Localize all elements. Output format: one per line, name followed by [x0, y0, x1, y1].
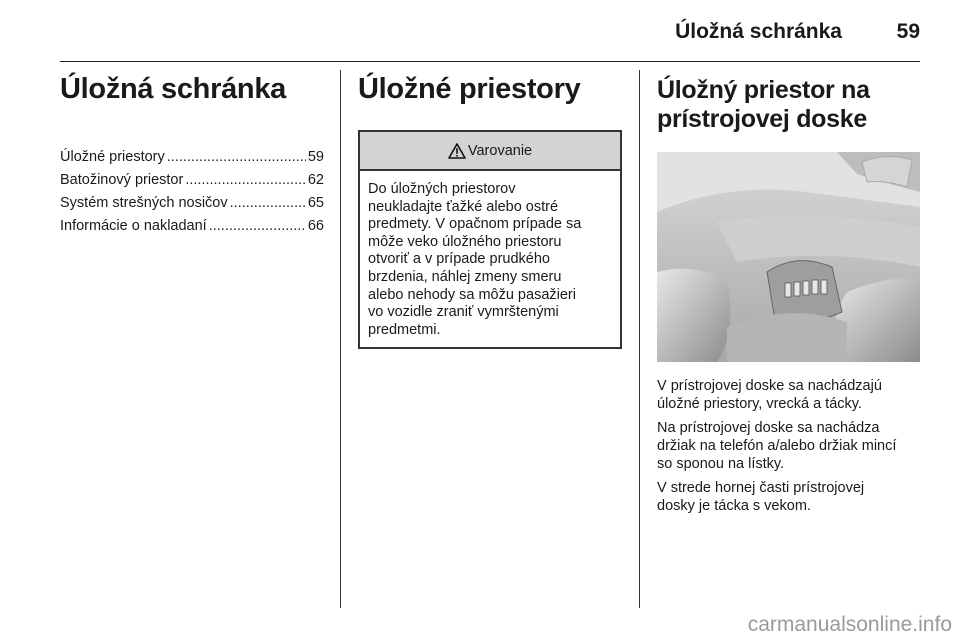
toc-entry-page: 66 — [307, 218, 324, 234]
toc-leader-dots — [167, 149, 306, 165]
chapter-title: Úložná schránka — [60, 73, 286, 105]
column-divider-1 — [340, 70, 341, 608]
warning-triangle-icon — [448, 143, 466, 159]
toc-leader-dots — [185, 172, 306, 188]
warning-line: brzdenia, náhlej zmeny smeru — [368, 268, 562, 285]
warning-box — [358, 130, 622, 349]
toc-entry-label: Systém strešných nosičov — [60, 195, 228, 211]
column-2 — [358, 72, 622, 349]
toc-leader-dots — [209, 218, 306, 234]
toc-entry-page: 62 — [307, 172, 324, 188]
warning-line: otvoriť a v prípade prudkého — [368, 251, 550, 268]
warning-line: predmety. V opačnom prípade sa — [368, 216, 582, 233]
warning-line: neukladajte ťažké alebo ostré — [368, 198, 559, 215]
toc-entry-label: Úložné priestory — [60, 149, 165, 165]
section-title: Úložné priestory — [358, 73, 581, 105]
column-divider-2 — [639, 70, 640, 608]
dashboard-photo — [657, 152, 920, 362]
warning-header — [360, 132, 620, 171]
toc-entry-label: Batožinový priestor — [60, 172, 184, 188]
paragraph: Na prístrojovej doske sa nachádza držiak na telefón a/alebo držiak mincí so sponou na lístky. — [657, 420, 897, 472]
header-rule — [60, 61, 920, 62]
running-header-title: Úložná schránka — [675, 20, 842, 43]
table-of-contents — [60, 149, 324, 241]
toc-entry[interactable] — [60, 149, 324, 172]
warning-line: Do úložných priestorov — [368, 181, 516, 197]
warning-line: alebo nehody sa môžu pasažieri — [368, 286, 576, 303]
toc-entry-page: 59 — [307, 149, 324, 165]
warning-line: predmetmi. — [368, 321, 441, 338]
column-3 — [657, 76, 923, 521]
warning-title: Varovanie — [467, 142, 533, 159]
toc-entry[interactable] — [60, 218, 324, 241]
column-1 — [60, 72, 324, 241]
paragraph: V strede hornej časti prístrojovej dosky je tácka s vekom. — [657, 480, 865, 514]
toc-entry-label: Informácie o nakladaní — [60, 218, 207, 234]
paragraph: V prístrojovej doske sa nachádzajú úložné priestory, vrecká a tácky. — [657, 378, 882, 412]
warning-line: vo vozidle zraniť vymrštenými — [368, 304, 559, 321]
body-text — [657, 377, 923, 515]
page-number: 59 — [896, 20, 920, 43]
toc-entry[interactable] — [60, 195, 324, 218]
watermark: carmanualsonline.info — [747, 613, 952, 636]
toc-leader-dots — [230, 195, 306, 211]
section-title: Úložný priestor na prístrojovej doske — [657, 76, 870, 133]
toc-entry[interactable] — [60, 172, 324, 195]
warning-text — [360, 171, 620, 347]
warning-line: môže veko úložného priestoru — [368, 233, 562, 250]
toc-entry-page: 65 — [307, 195, 324, 211]
